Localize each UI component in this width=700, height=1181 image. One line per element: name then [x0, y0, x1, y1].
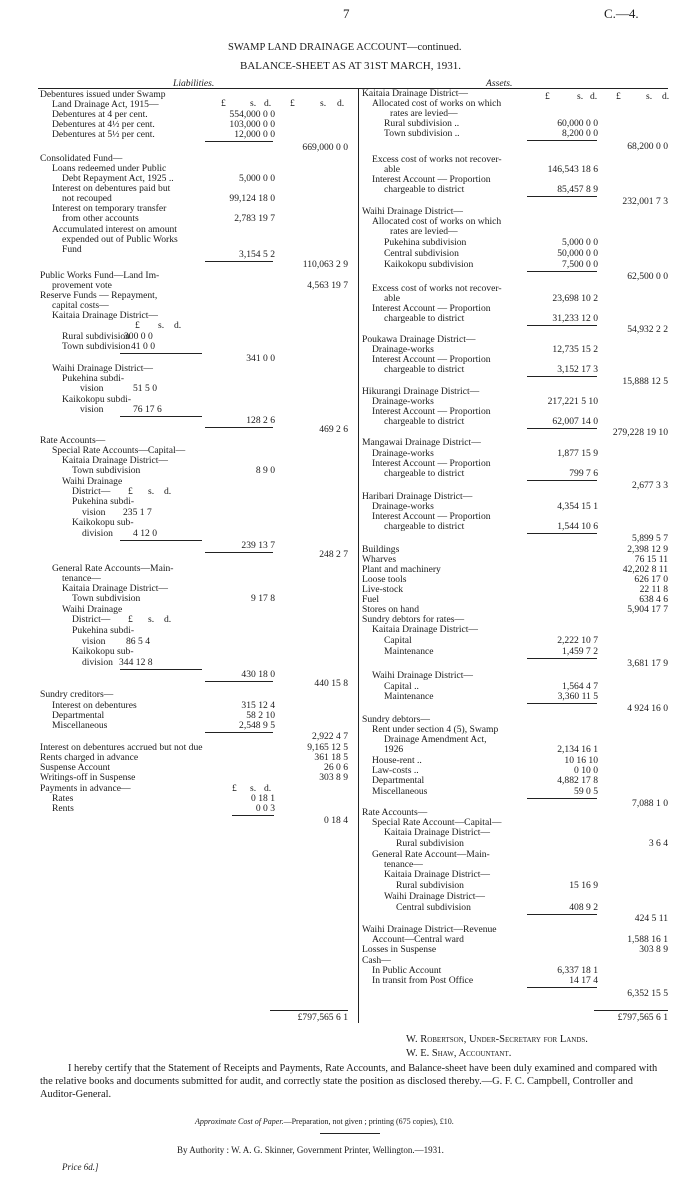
asset-line: Kaitaia Drainage District—: [362, 88, 469, 99]
asset-line: Waihi Drainage District—Revenue: [362, 924, 497, 935]
amount: 239 13 7: [241, 540, 275, 551]
amount: 50,000 0 0: [557, 248, 598, 259]
liability-line: Rents: [52, 803, 74, 814]
asset-line: Live-stock: [362, 584, 404, 595]
asset-line: Drainage Amendment Act,: [384, 734, 487, 745]
liability-line: expended out of Public Works: [62, 234, 178, 245]
liability-line: Kaitaia Drainage District—: [62, 583, 169, 594]
asset-line: Drainage-works: [372, 501, 434, 512]
amount: 408 9 2: [569, 902, 598, 913]
amount: 62,007 14 0: [552, 416, 598, 427]
asset-line: Rural subdivision ..: [384, 118, 460, 129]
amount: 7,500 0 0: [562, 259, 598, 270]
liability-line: provement vote: [52, 280, 112, 291]
amount: 3,154 5 2: [239, 249, 275, 260]
liability-line: Writings-off in Suspense: [40, 772, 136, 783]
asset-line: chargeable to district: [384, 184, 465, 195]
page-number: 7: [343, 6, 350, 21]
liability-line: Kaikokopu subdi-: [62, 394, 132, 405]
subtotal: 2,922 4 7: [312, 731, 348, 742]
liability-line: Kaitaia Drainage District—: [52, 310, 159, 321]
amount: 430 18 0: [241, 669, 275, 680]
liabilities-heading: Liabilities.: [173, 78, 215, 89]
liability-line: Kaikokopu sub-: [72, 646, 134, 657]
liability-line: Waihi Drainage District—: [52, 363, 153, 374]
asset-line: Maintenance: [384, 646, 434, 657]
amount: 1,564 4 7: [562, 681, 598, 692]
signature-accountant: W. E. Shaw, Accountant.: [406, 1048, 512, 1059]
asset-line: Waihi Drainage District—: [362, 206, 463, 217]
amount: 10 16 10: [564, 755, 598, 766]
asset-line: chargeable to district: [384, 364, 465, 375]
liab-col-shilling-1: s.: [250, 98, 257, 109]
liability-line: Rural subdivision: [62, 331, 130, 342]
asset-line: Kaikokopu subdivision: [384, 259, 474, 270]
amount: 12,735 15 2: [552, 344, 598, 355]
liability-line: vision: [80, 404, 104, 415]
liability-line: Departmental: [52, 710, 105, 721]
liability-line: Interest on temporary transfer: [52, 203, 167, 214]
asset-line: chargeable to district: [384, 521, 465, 532]
amount: 85,457 8 9: [557, 184, 598, 195]
asset-line: Pukehina subdivision: [384, 237, 467, 248]
asset-line: Interest Account — Proportion: [372, 511, 491, 522]
amount: 128 2 6: [246, 415, 275, 426]
asset-line: Excess cost of works not recover-: [372, 283, 502, 294]
asset-line: able: [384, 293, 400, 304]
liability-line: Rates: [52, 793, 74, 804]
subtotal: 2,398 12 9: [627, 544, 668, 555]
liability-line: Debentures at 4½ per cent.: [52, 119, 155, 130]
subtotal: 15,888 12 5: [622, 376, 668, 387]
subtotal: 22 11 8: [639, 584, 668, 595]
asset-col-pound-2: £: [616, 91, 621, 102]
asset-line: In transit from Post Office: [372, 975, 474, 986]
amount: 8 9 0: [255, 465, 275, 476]
liability-line: General Rate Accounts—Main-: [52, 563, 174, 574]
price: Price 6d.]: [62, 1162, 99, 1172]
asset-line: Kaitaia Drainage District—: [384, 827, 491, 838]
subtotal: 1,588 16 1: [627, 934, 668, 945]
amount: 76 17 6: [133, 404, 162, 415]
amount: 235 1 7: [123, 507, 152, 518]
amount: 341 0 0: [246, 353, 275, 364]
liability-line: not recouped: [62, 193, 112, 204]
small-header-pence: d.: [164, 486, 172, 497]
asset-line: 1926: [384, 744, 404, 755]
amount: 0 18 1: [251, 793, 275, 804]
subtotal: 62,500 0 0: [627, 271, 668, 282]
small-header-shilling: s.: [250, 783, 257, 794]
cost-of-paper-label: Approximate Cost of Paper.: [195, 1117, 284, 1126]
liability-line: District—: [72, 614, 111, 625]
audit-certificate: I hereby certify that the Statement of Receipts and Payments, Rate Accounts, and Balance-sheet have been duly examined and compared with the relative books and documents submitted for audit, and correctly state the position as disclosed thereby.—G. F. C. Campbell, Controller and Auditor-General.: [40, 1063, 658, 1100]
liability-line: division: [82, 528, 113, 539]
amount: 5,000 0 0: [562, 237, 598, 248]
asset-line: Capital ..: [384, 681, 419, 692]
subtotal: 424 5 11: [634, 913, 668, 924]
amount: 5,000 0 0: [239, 173, 275, 184]
liability-line: Pukehina subdi-: [72, 625, 135, 636]
amount: 6,337 18 1: [557, 965, 598, 976]
page-subtitle: BALANCE-SHEET AS AT 31ST MARCH, 1931.: [240, 60, 461, 72]
liability-line: Town subdivision: [72, 593, 141, 604]
asset-line: Maintenance: [384, 691, 434, 702]
subtotal: 279,228 19 10: [612, 427, 668, 438]
asset-line: In Public Account: [372, 965, 442, 976]
subtotal: 2,677 3 3: [632, 480, 668, 491]
page-title: SWAMP LAND DRAINAGE ACCOUNT—continued.: [228, 42, 462, 53]
amount: 315 12 4: [241, 700, 275, 711]
liability-line: Kaikokopu sub-: [72, 517, 134, 528]
asset-line: Interest Account — Proportion: [372, 174, 491, 185]
subtotal: 68,200 0 0: [627, 141, 668, 152]
liability-line: vision: [80, 383, 104, 394]
subtotal: 76 15 11: [634, 554, 668, 565]
amount: 4,354 15 1: [557, 501, 598, 512]
amount: 1,459 7 2: [562, 646, 598, 657]
liability-line: Pukehina subdi-: [62, 373, 125, 384]
asset-line: Miscellaneous: [372, 786, 428, 797]
amount: 12,000 0 0: [234, 129, 275, 140]
small-header-pence: d.: [264, 783, 272, 794]
asset-line: Rent under section 4 (5), Swamp: [372, 724, 499, 735]
subtotal: 7,088 1 0: [632, 798, 668, 809]
asset-line: General Rate Account—Main-: [372, 849, 490, 860]
asset-line: Central subdivision: [384, 248, 459, 259]
liability-line: Land Drainage Act, 1915—: [52, 99, 159, 110]
liability-line: Rents charged in advance: [40, 752, 139, 763]
amount: 300 0 0: [124, 331, 153, 342]
small-header-pence: d.: [174, 320, 182, 331]
subtotal: 248 2 7: [319, 549, 348, 560]
liability-line: Loans redeemed under Public: [52, 163, 167, 174]
asset-line: Drainage-works: [372, 396, 434, 407]
assets-heading: Assets.: [486, 78, 513, 89]
amount: 15 16 9: [569, 880, 598, 891]
subtotal: 3 6 4: [648, 838, 668, 849]
amount: 59 0 5: [574, 786, 598, 797]
asset-col-shilling-2: s.: [646, 91, 653, 102]
liabilities-total: £797,565 6 1: [297, 1012, 348, 1023]
asset-line: Losses in Suspense: [362, 944, 437, 955]
liability-line: Consolidated Fund—: [40, 153, 123, 164]
asset-line: Sundry debtors for rates—: [362, 614, 465, 625]
asset-line: chargeable to district: [384, 313, 465, 324]
cost-of-paper-text: —Preparation, not given ; printing (675 copies), £10.: [283, 1117, 454, 1126]
liability-line: Interest on debentures: [52, 700, 137, 711]
asset-col-pence-2: d.: [662, 91, 670, 102]
asset-line: Fuel: [362, 594, 380, 605]
liability-line: Accumulated interest on amount: [52, 224, 177, 235]
asset-line: chargeable to district: [384, 468, 465, 479]
amount: 2,783 19 7: [234, 213, 275, 224]
subtotal: 469 2 6: [319, 424, 348, 435]
liability-line: Reserve Funds — Repayment,: [40, 290, 158, 301]
amount: 0 0 3: [255, 803, 275, 814]
asset-line: Wharves: [362, 554, 397, 565]
amount: 14 17 4: [569, 975, 598, 986]
subtotal: 638 4 6: [639, 594, 668, 605]
small-header-pound: £: [232, 783, 237, 794]
liability-line: District—: [72, 486, 111, 497]
liability-line: Miscellaneous: [52, 720, 108, 731]
subtotal: 3,681 17 9: [627, 658, 668, 669]
subtotal: 303 8 9: [639, 944, 668, 955]
liability-line: Public Works Fund—Land Im-: [40, 270, 160, 281]
small-header-shilling: s.: [148, 486, 155, 497]
amount: 2,548 9 5: [239, 720, 275, 731]
subtotal: 6,352 15 5: [627, 988, 668, 999]
asset-line: Central subdivision: [396, 902, 471, 913]
asset-col-shilling-1: s.: [577, 91, 584, 102]
liab-col-pence-1: d.: [264, 98, 272, 109]
asset-line: rates are levied—: [390, 108, 458, 119]
amount: 2,134 16 1: [557, 744, 598, 755]
subtotal: 361 18 5: [314, 752, 348, 763]
asset-line: Stores on hand: [362, 604, 420, 615]
asset-line: Cash—: [362, 955, 391, 966]
asset-line: Drainage-works: [372, 448, 434, 459]
liability-line: Waihi Drainage: [62, 476, 123, 487]
asset-line: Plant and machinery: [362, 564, 441, 575]
amount: 2,222 10 7: [557, 635, 598, 646]
asset-line: Buildings: [362, 544, 400, 555]
amount: 41 0 0: [131, 341, 155, 352]
asset-line: Haribari Drainage District—: [362, 491, 473, 502]
asset-col-pence-1: d.: [590, 91, 598, 102]
subtotal: 0 18 4: [324, 815, 348, 826]
asset-line: Mangawai Drainage District—: [362, 437, 481, 448]
asset-line: Poukawa Drainage District—: [362, 334, 476, 345]
liability-line: Interest on debentures paid but: [52, 183, 171, 194]
asset-line: Excess cost of works not recover-: [372, 154, 502, 165]
printer-authority: By Authority : W. A. G. Skinner, Government Printer, Wellington.—1931.: [177, 1145, 444, 1155]
document-code: C.—4.: [604, 6, 639, 21]
asset-line: Interest Account — Proportion: [372, 406, 491, 417]
subtotal: 42,202 8 11: [622, 564, 668, 575]
small-header-pound: £: [135, 320, 140, 331]
subtotal: 232,001 7 3: [622, 196, 668, 207]
subtotal: 26 0 6: [324, 762, 348, 773]
asset-line: chargeable to district: [384, 416, 465, 427]
liability-line: Debt Repayment Act, 1925 ..: [62, 173, 174, 184]
cost-of-paper: [195, 1117, 454, 1126]
small-header-pound: £: [128, 486, 133, 497]
amount: 554,000 0 0: [229, 109, 275, 120]
liability-line: Payments in advance—: [40, 783, 131, 794]
liability-line: Debentures at 5½ per cent.: [52, 129, 155, 140]
liability-line: Pukehina subdi-: [72, 496, 135, 507]
subtotal: 626 17 0: [634, 574, 668, 585]
asset-line: Sundry debtors—: [362, 714, 430, 725]
small-header-shilling: s.: [158, 320, 165, 331]
asset-line: Interest Account — Proportion: [372, 303, 491, 314]
asset-line: tenance—: [384, 859, 423, 870]
liability-line: division: [82, 657, 113, 668]
asset-line: Town subdivision ..: [384, 128, 460, 139]
asset-line: Interest Account — Proportion: [372, 458, 491, 469]
asset-line: Kaitaia Drainage District—: [384, 869, 491, 880]
asset-line: Account—Central ward: [372, 934, 464, 945]
asset-line: Hikurangi Drainage District—: [362, 386, 480, 397]
amount: 9 17 8: [251, 593, 275, 604]
subtotal: 669,000 0 0: [302, 142, 348, 153]
asset-line: Allocated cost of works on which: [372, 216, 502, 227]
asset-line: Law-costs ..: [372, 765, 419, 776]
amount: 344 12 8: [119, 657, 153, 668]
asset-col-pound-1: £: [545, 91, 550, 102]
amount: 51 5 0: [133, 383, 157, 394]
liab-col-pence-2: d.: [337, 98, 345, 109]
assets-total: £797,565 6 1: [617, 1012, 668, 1023]
amount: 23,698 10 2: [552, 293, 598, 304]
amount: 103,000 0 0: [229, 119, 275, 130]
amount: 217,221 5 10: [547, 396, 598, 407]
asset-line: Capital: [384, 635, 412, 646]
subtotal: 5,904 17 7: [627, 604, 668, 615]
amount: 4 12 0: [133, 528, 157, 539]
asset-line: Kaitaia Drainage District—: [372, 624, 479, 635]
asset-line: Rate Accounts—: [362, 807, 428, 818]
small-header-pence: d.: [164, 614, 172, 625]
liability-line: Sundry creditors—: [40, 689, 114, 700]
asset-line: Waihi Drainage District—: [384, 891, 485, 902]
signature-under-secretary: W. Robertson, Under-Secretary for Lands.: [406, 1034, 588, 1045]
liability-line: tenance—: [62, 573, 101, 584]
asset-line: able: [384, 164, 400, 175]
small-header-pound: £: [128, 614, 133, 625]
amount: 799 7 6: [569, 468, 598, 479]
asset-line: Interest Account — Proportion: [372, 354, 491, 365]
liability-line: vision: [82, 636, 106, 647]
liab-col-shilling-2: s.: [320, 98, 327, 109]
amount: 3,360 11 5: [557, 691, 598, 702]
liability-line: Kaitaia Drainage District—: [62, 455, 169, 466]
asset-line: Rural subdivision: [396, 880, 464, 891]
amount: 8,200 0 0: [562, 128, 598, 139]
liability-line: from other accounts: [62, 213, 139, 224]
amount: 60,000 0 0: [557, 118, 598, 129]
subtotal: 303 8 9: [319, 772, 348, 783]
amount: 31,233 12 0: [552, 313, 598, 324]
liability-line: Debentures issued under Swamp: [40, 89, 166, 100]
asset-line: Waihi Drainage District—: [372, 670, 473, 681]
subtotal: 440 15 8: [314, 678, 348, 689]
liability-line: Waihi Drainage: [62, 604, 123, 615]
asset-line: Allocated cost of works on which: [372, 98, 502, 109]
amount: 1,544 10 6: [557, 521, 598, 532]
subtotal: 4 924 16 0: [627, 703, 668, 714]
liab-col-pound-1: £: [221, 98, 226, 109]
subtotal: 54,932 2 2: [627, 324, 668, 335]
liability-line: Town subdivision: [72, 465, 141, 476]
liability-line: vision: [82, 507, 106, 518]
asset-line: Special Rate Account—Capital—: [372, 817, 502, 828]
liability-line: Suspense Account: [40, 762, 111, 773]
amount: 1,877 15 9: [557, 448, 598, 459]
asset-line: Rural subdivision: [396, 838, 464, 849]
small-header-shilling: s.: [148, 614, 155, 625]
amount: 146,543 18 6: [547, 164, 598, 175]
liability-line: Rate Accounts—: [40, 435, 106, 446]
liability-line: Special Rate Accounts—Capital—: [52, 445, 186, 456]
subtotal: 5,899 5 7: [632, 533, 668, 544]
liability-line: capital costs—: [52, 300, 109, 311]
liab-col-pound-2: £: [290, 98, 295, 109]
liability-line: Town subdivision: [62, 341, 131, 352]
asset-line: Loose tools: [362, 574, 407, 585]
subtotal: 110,063 2 9: [302, 259, 348, 270]
amount: 58 2 10: [246, 710, 275, 721]
amount: 0 10 0: [574, 765, 598, 776]
amount: 99,124 18 0: [229, 193, 275, 204]
amount: 86 5 4: [126, 636, 150, 647]
asset-line: Departmental: [372, 775, 425, 786]
asset-line: rates are levied—: [390, 226, 458, 237]
liability-line: Fund: [62, 244, 82, 255]
asset-line: Drainage-works: [372, 344, 434, 355]
liability-line: Interest on debentures accrued but not due: [40, 742, 203, 753]
subtotal: 9,165 12 5: [307, 742, 348, 753]
amount: 3,152 17 3: [557, 364, 598, 375]
amount: 4,882 17 8: [557, 775, 598, 786]
subtotal: 4,563 19 7: [307, 280, 348, 291]
asset-line: House-rent ..: [372, 755, 422, 766]
liability-line: Debentures at 4 per cent.: [52, 109, 148, 120]
